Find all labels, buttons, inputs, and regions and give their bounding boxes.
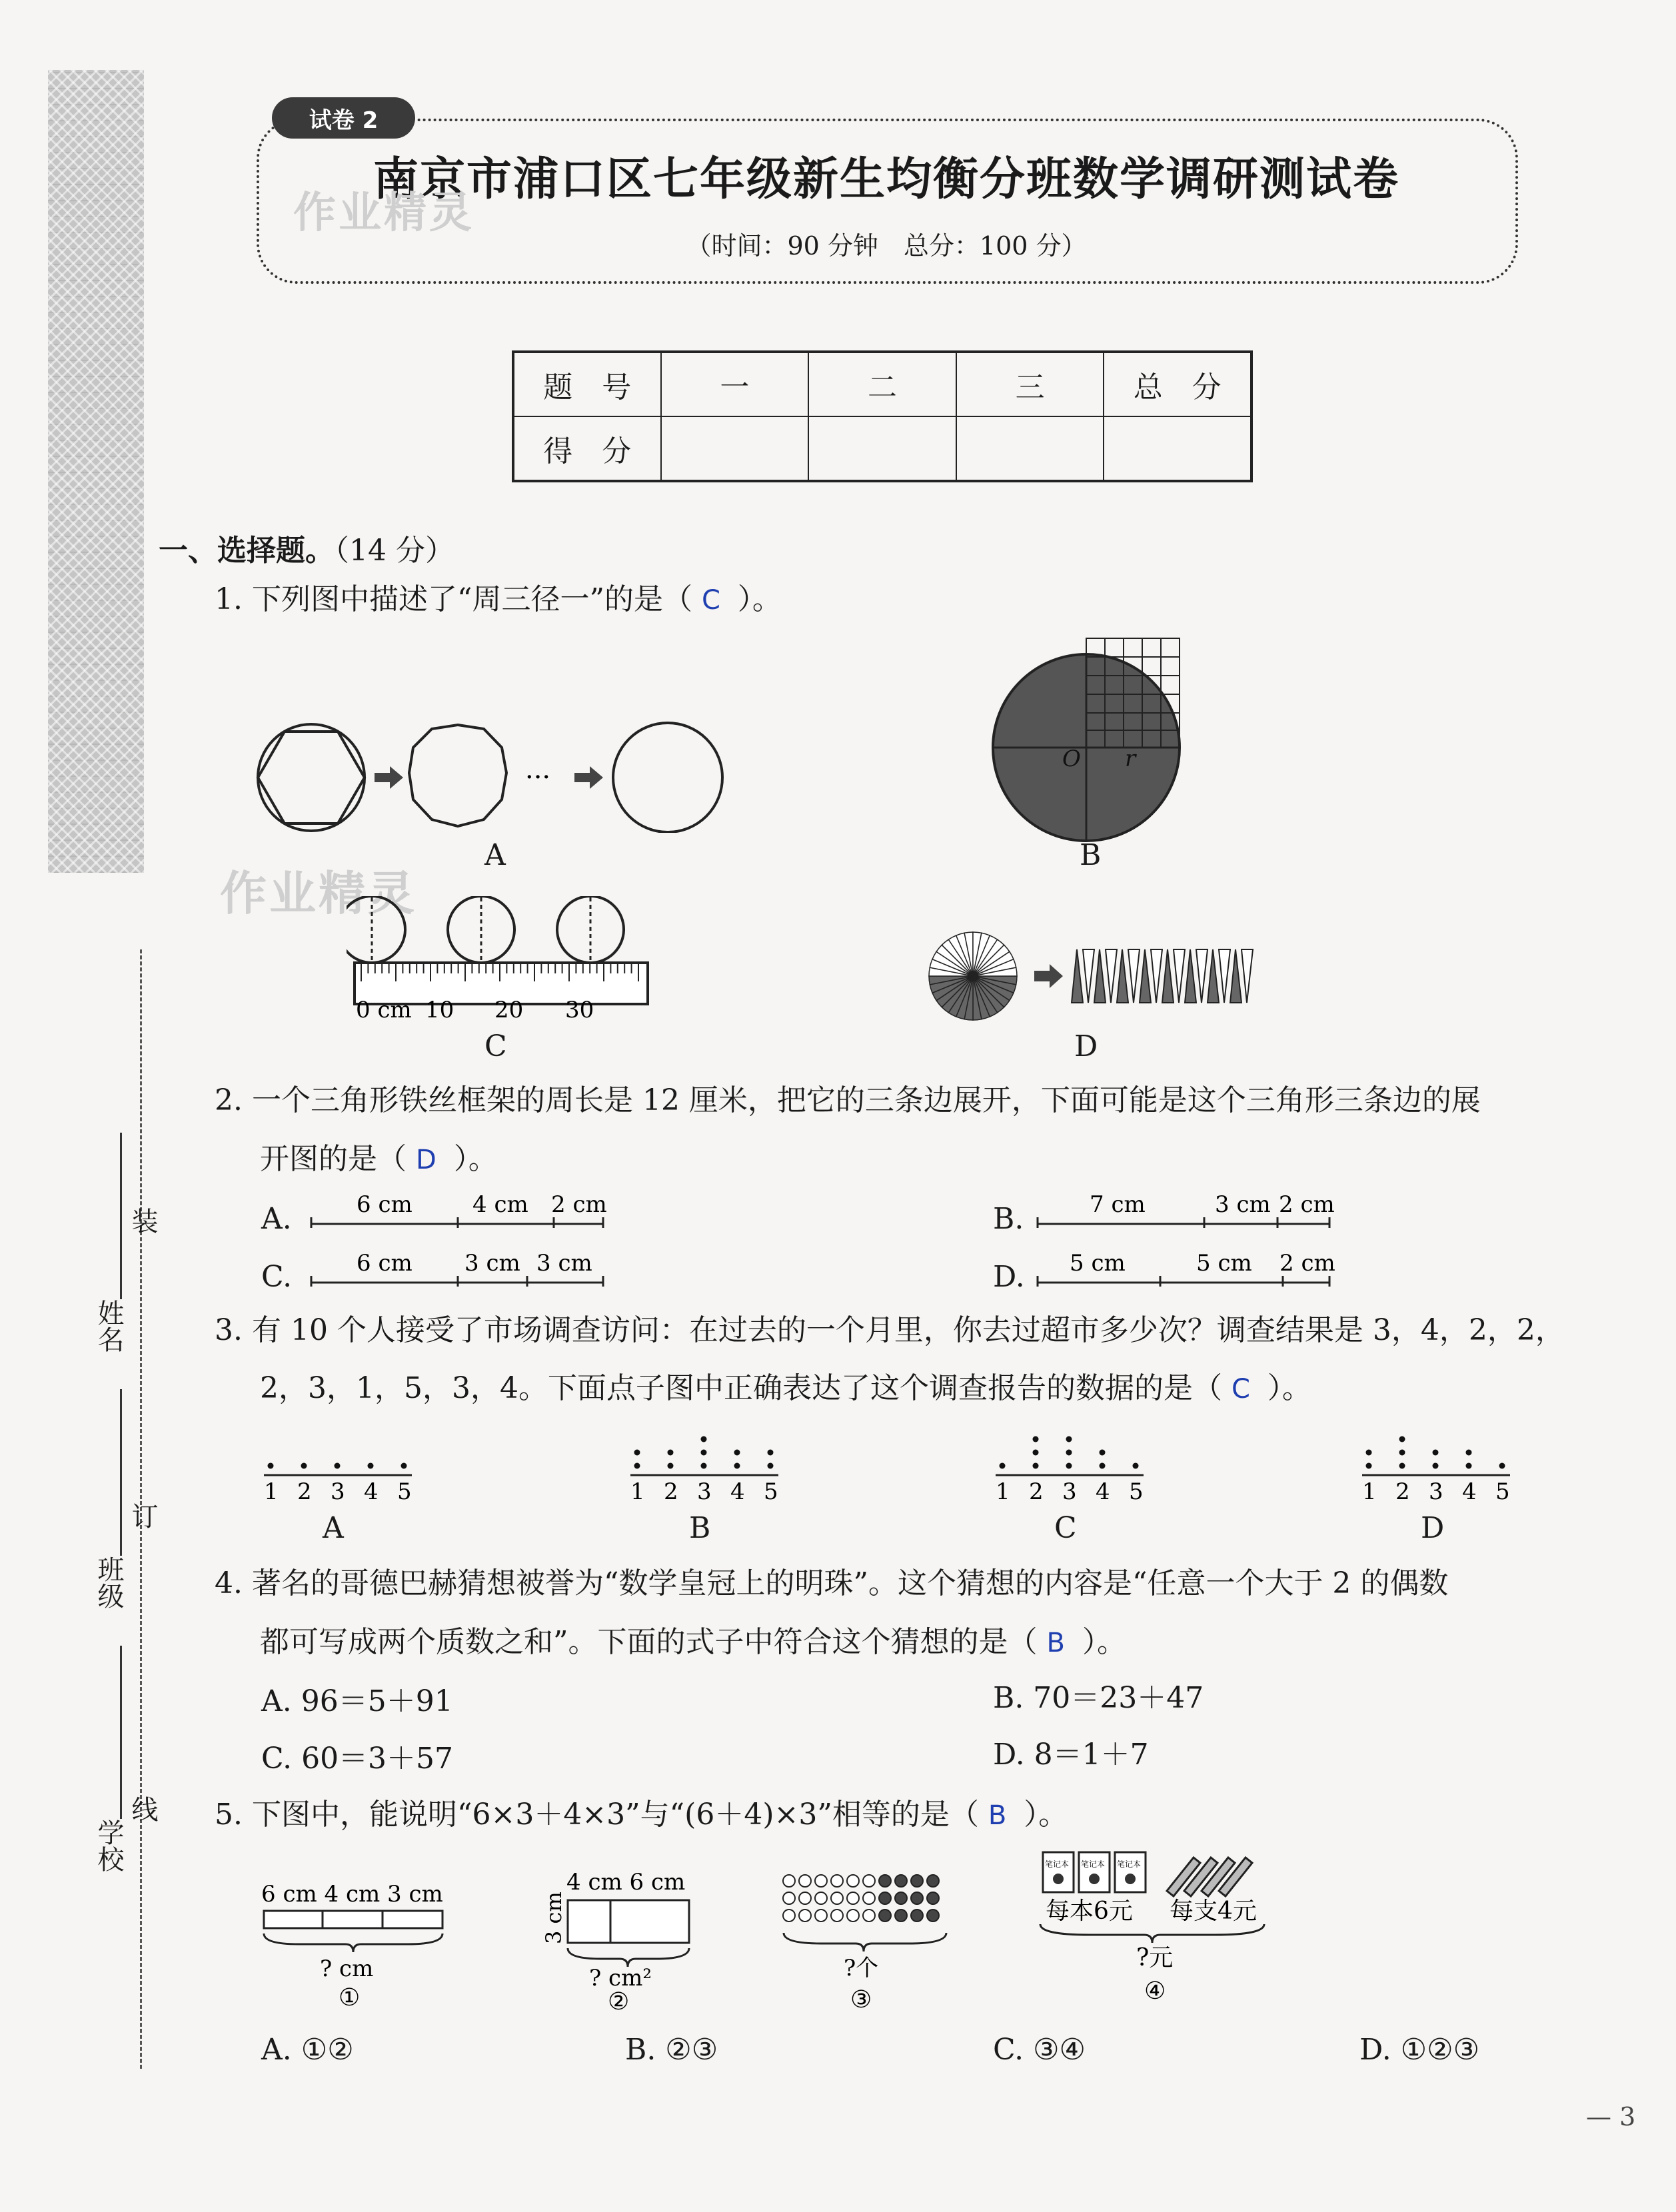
question-end: ）。 — [1267, 1371, 1311, 1405]
segment-label: 2 cm — [551, 1191, 607, 1218]
name-line — [120, 1133, 122, 1299]
fig-text: 4 cm 6 cm — [566, 1869, 686, 1896]
q3-option-label: B — [689, 1511, 711, 1545]
question-3-line-1: 3. 有 10 个人接受了市场调查访问：在过去的一个月里，你去过超市多少次？调查结果是 3，4，2，2， — [215, 1313, 1565, 1347]
notebook-icon — [1043, 1852, 1146, 1892]
q1-label-c: C — [484, 1029, 507, 1063]
fig-text: 每本6元 — [1046, 1898, 1133, 1925]
segment-label: 2 cm — [1279, 1250, 1335, 1277]
axis-tick: 5 — [1129, 1478, 1144, 1505]
dots: ··· — [525, 762, 551, 793]
ruler-tick: 30 — [565, 997, 594, 1023]
question-stem: 1. 下列图中描述了“周三径一”的是（ — [215, 582, 692, 616]
segment-label: 4 cm — [472, 1191, 528, 1218]
table-cell: 三 — [956, 352, 1104, 416]
data-dot — [1399, 1450, 1405, 1456]
data-dot — [734, 1450, 740, 1456]
segment-label: 2 cm — [1279, 1191, 1335, 1218]
school-line — [120, 1646, 122, 1819]
data-dot — [634, 1463, 640, 1469]
data-dot — [668, 1450, 674, 1456]
q3-option-label: D — [1421, 1511, 1445, 1545]
axis-tick: 3 — [697, 1478, 712, 1505]
data-dot — [1399, 1436, 1405, 1442]
center-label: O — [1062, 746, 1081, 772]
q2-segments-c — [310, 1248, 610, 1288]
segment-label: 5 cm — [1070, 1250, 1126, 1277]
data-dot — [1399, 1463, 1405, 1469]
fig-text: ?个 — [844, 1955, 879, 1981]
segment-label: 6 cm — [357, 1191, 413, 1218]
q4-option-c: C. 60＝3＋57 — [261, 1742, 454, 1776]
score-table — [512, 350, 1253, 482]
question-5 — [215, 1800, 1068, 1830]
axis-tick: 4 — [1462, 1478, 1477, 1505]
score-cell[interactable] — [1104, 416, 1252, 481]
q1-figure-c — [347, 896, 660, 1029]
data-dot — [1100, 1463, 1106, 1469]
segment-label: 3 cm — [1215, 1191, 1271, 1218]
data-dot — [701, 1463, 707, 1469]
data-dot — [401, 1463, 407, 1469]
data-dot — [634, 1450, 640, 1456]
q2-segments-b — [1036, 1189, 1336, 1229]
axis-tick: 2 — [297, 1478, 312, 1505]
axis-tick: 1 — [264, 1478, 279, 1505]
q5-option-a: A. ①② — [261, 2033, 354, 2067]
q2-segments-d — [1036, 1248, 1336, 1288]
fig-text: 每支4元 — [1170, 1898, 1257, 1925]
table-row — [513, 416, 1252, 481]
data-dot — [335, 1463, 341, 1469]
question-stem: 都可写成两个质数之和”。下面的式子中符合这个猜想的是（ — [260, 1625, 1038, 1659]
watermark: 作业精灵 — [293, 189, 474, 238]
axis-tick: 2 — [1395, 1478, 1410, 1505]
q2-option-c: C. — [261, 1260, 293, 1294]
data-dot — [1066, 1436, 1072, 1442]
data-dot — [1033, 1436, 1039, 1442]
data-dot — [1033, 1450, 1039, 1456]
fig-text: ? cm² — [589, 1965, 652, 1991]
segment-label: 3 cm — [536, 1250, 592, 1277]
axis-tick: 4 — [1096, 1478, 1110, 1505]
q5-figure-3 — [781, 1869, 954, 2012]
question-4-line-1: 4. 著名的哥德巴赫猜想被誉为“数学皇冠上的明珠”。这个猜想的内容是“任意一个大于 2 的偶数 — [215, 1566, 1449, 1600]
score-cell[interactable] — [956, 416, 1104, 481]
segment-label: 6 cm — [357, 1250, 413, 1277]
q1-figure-a — [253, 720, 733, 833]
ruler-tick: 20 — [494, 997, 524, 1023]
data-dot — [1499, 1463, 1505, 1469]
side-pattern — [48, 70, 144, 873]
axis-tick: 1 — [1362, 1478, 1377, 1505]
binding-ding: 订 — [127, 1502, 158, 1529]
paper-badge: 试卷 2 — [272, 97, 415, 139]
fig-number: ④ — [1144, 1977, 1166, 2005]
table-cell: 一 — [661, 352, 809, 416]
fig-text: 6 cm 4 cm 3 cm — [261, 1881, 443, 1908]
segment-label: 3 cm — [464, 1250, 520, 1277]
binding-zhuang: 装 — [127, 1207, 158, 1234]
data-dot — [268, 1463, 274, 1469]
q2-option-a: A. — [261, 1202, 292, 1236]
dot-plot — [628, 1419, 788, 1519]
question-stem: 5. 下图中，能说明“6×3＋4×3”与“(6＋4)×3”相等的是（ — [215, 1798, 979, 1832]
q3-option-label: A — [323, 1511, 344, 1545]
data-dot — [1466, 1450, 1472, 1456]
axis-tick: 4 — [730, 1478, 745, 1505]
data-dot — [1433, 1463, 1439, 1469]
q5-option-b: B. ②③ — [625, 2033, 718, 2067]
radius-label: r — [1125, 746, 1136, 772]
q1-label-a: A — [484, 838, 506, 872]
q1-figure-b — [988, 633, 1201, 846]
binding-xian: 线 — [127, 1796, 158, 1822]
axis-tick: 3 — [1429, 1478, 1443, 1505]
score-cell[interactable] — [661, 416, 809, 481]
question-end: ）。 — [737, 582, 782, 616]
pencil-icon — [1167, 1858, 1252, 1896]
axis-tick: 1 — [996, 1478, 1010, 1505]
data-dot — [1033, 1463, 1039, 1469]
question-4-line-2 — [260, 1625, 1126, 1659]
q4-option-a: A. 96＝5＋91 — [261, 1684, 453, 1718]
school-label: 学校 — [93, 1819, 124, 1872]
q3-option-label: C — [1054, 1511, 1077, 1545]
table-cell: 二 — [808, 352, 956, 416]
page-title: 南京市浦口区七年级新生均衡分班数学调研测试卷 — [373, 153, 1399, 206]
table-cell: 总 分 — [1104, 352, 1252, 416]
dot-plot — [261, 1419, 421, 1519]
q2-segments-a — [310, 1189, 610, 1229]
data-dot — [1366, 1463, 1372, 1469]
data-dot — [734, 1463, 740, 1469]
dot-plot — [1359, 1419, 1519, 1519]
data-dot — [701, 1436, 707, 1442]
data-dot — [1066, 1450, 1072, 1456]
page-subtitle: （时间：90 分钟 总分：100 分） — [686, 231, 1087, 261]
fig-number: ② — [608, 1988, 630, 2012]
data-dot — [1000, 1463, 1006, 1469]
question-2-line-2 — [260, 1142, 498, 1176]
axis-tick: 2 — [664, 1478, 678, 1505]
data-dot — [1100, 1450, 1106, 1456]
axis-tick: 4 — [364, 1478, 379, 1505]
data-dot — [768, 1463, 774, 1469]
q1-figure-d — [926, 929, 1259, 1029]
question-3-line-2 — [260, 1371, 1311, 1405]
axis-tick: 1 — [630, 1478, 645, 1505]
table-row — [513, 352, 1252, 416]
data-dot — [301, 1463, 307, 1469]
fig-number: ③ — [850, 1986, 872, 2012]
question-end: ）。 — [1024, 1798, 1068, 1832]
answer: D — [416, 1145, 436, 1175]
answer: B — [988, 1800, 1007, 1831]
fig-text: ?元 — [1136, 1944, 1174, 1971]
question-2-line-1: 2. 一个三角形铁丝框架的周长是 12 厘米，把它的三条边展开，下面可能是这个三角形三条边的展 — [215, 1083, 1481, 1117]
question-1 — [215, 582, 782, 616]
notebook-label: 笔记本 — [1117, 1860, 1142, 1869]
notebook-label: 笔记本 — [1045, 1860, 1070, 1869]
table-cell: 题 号 — [513, 352, 661, 416]
class-label: 班级 — [93, 1556, 124, 1609]
table-cell: 得 分 — [513, 416, 661, 481]
axis-tick: 3 — [1062, 1478, 1077, 1505]
q4-option-d: D. 8＝1＋7 — [993, 1738, 1149, 1772]
data-dot — [668, 1463, 674, 1469]
fig-text: 3 cm — [541, 1892, 566, 1944]
data-dot — [1466, 1463, 1472, 1469]
axis-tick: 5 — [764, 1478, 778, 1505]
q4-option-b: B. 70＝23＋47 — [993, 1681, 1204, 1715]
q5-figure-2 — [541, 1866, 708, 2012]
class-line — [120, 1389, 122, 1556]
section-title: 一、选择题。 — [159, 534, 335, 568]
data-dot — [368, 1463, 374, 1469]
notebook-label: 笔记本 — [1081, 1860, 1106, 1869]
fig-text: ? cm — [320, 1955, 374, 1982]
q2-option-d: D. — [993, 1260, 1025, 1294]
name-label: 姓名 — [93, 1299, 124, 1353]
axis-tick: 5 — [1495, 1478, 1510, 1505]
q5-figure-1 — [259, 1878, 458, 2011]
question-end: ）。 — [453, 1142, 498, 1176]
ruler-tick: 0 cm — [356, 997, 412, 1023]
watermark: 作业精灵 — [220, 866, 417, 921]
question-stem: 开图的是（ — [260, 1142, 407, 1176]
axis-tick: 3 — [331, 1478, 345, 1505]
data-dot — [701, 1450, 707, 1456]
q2-option-b: B. — [993, 1202, 1024, 1236]
answer: B — [1046, 1628, 1065, 1658]
question-stem: 2，3，1，5，3，4。下面点子图中正确表达了这个调查报告的数据的是（ — [260, 1371, 1222, 1405]
segment-label: 7 cm — [1090, 1191, 1146, 1218]
q5-option-c: C. ③④ — [993, 2033, 1086, 2067]
score-cell[interactable] — [808, 416, 956, 481]
data-dot — [1366, 1450, 1372, 1456]
section-heading — [159, 526, 454, 569]
answer: C — [1231, 1374, 1250, 1404]
q5-figure-4 — [1036, 1844, 1289, 2011]
axis-tick: 2 — [1029, 1478, 1044, 1505]
page-number: — 3 — [1586, 2102, 1636, 2131]
data-dot — [1133, 1463, 1139, 1469]
q5-option-d: D. ①②③ — [1359, 2033, 1480, 2067]
axis-tick: 5 — [397, 1478, 412, 1505]
answer: C — [701, 585, 720, 616]
ruler-tick: 10 — [425, 997, 454, 1023]
data-dot — [1066, 1463, 1072, 1469]
section-points: （14 分） — [335, 534, 454, 568]
q1-label-d: D — [1074, 1029, 1098, 1063]
data-dot — [1433, 1450, 1439, 1456]
segment-label: 5 cm — [1196, 1250, 1252, 1277]
question-end: ）。 — [1082, 1625, 1126, 1659]
data-dot — [768, 1450, 774, 1456]
dot-plot — [993, 1419, 1153, 1519]
q1-label-b: B — [1080, 838, 1102, 872]
fig-number: ① — [339, 1984, 361, 2011]
